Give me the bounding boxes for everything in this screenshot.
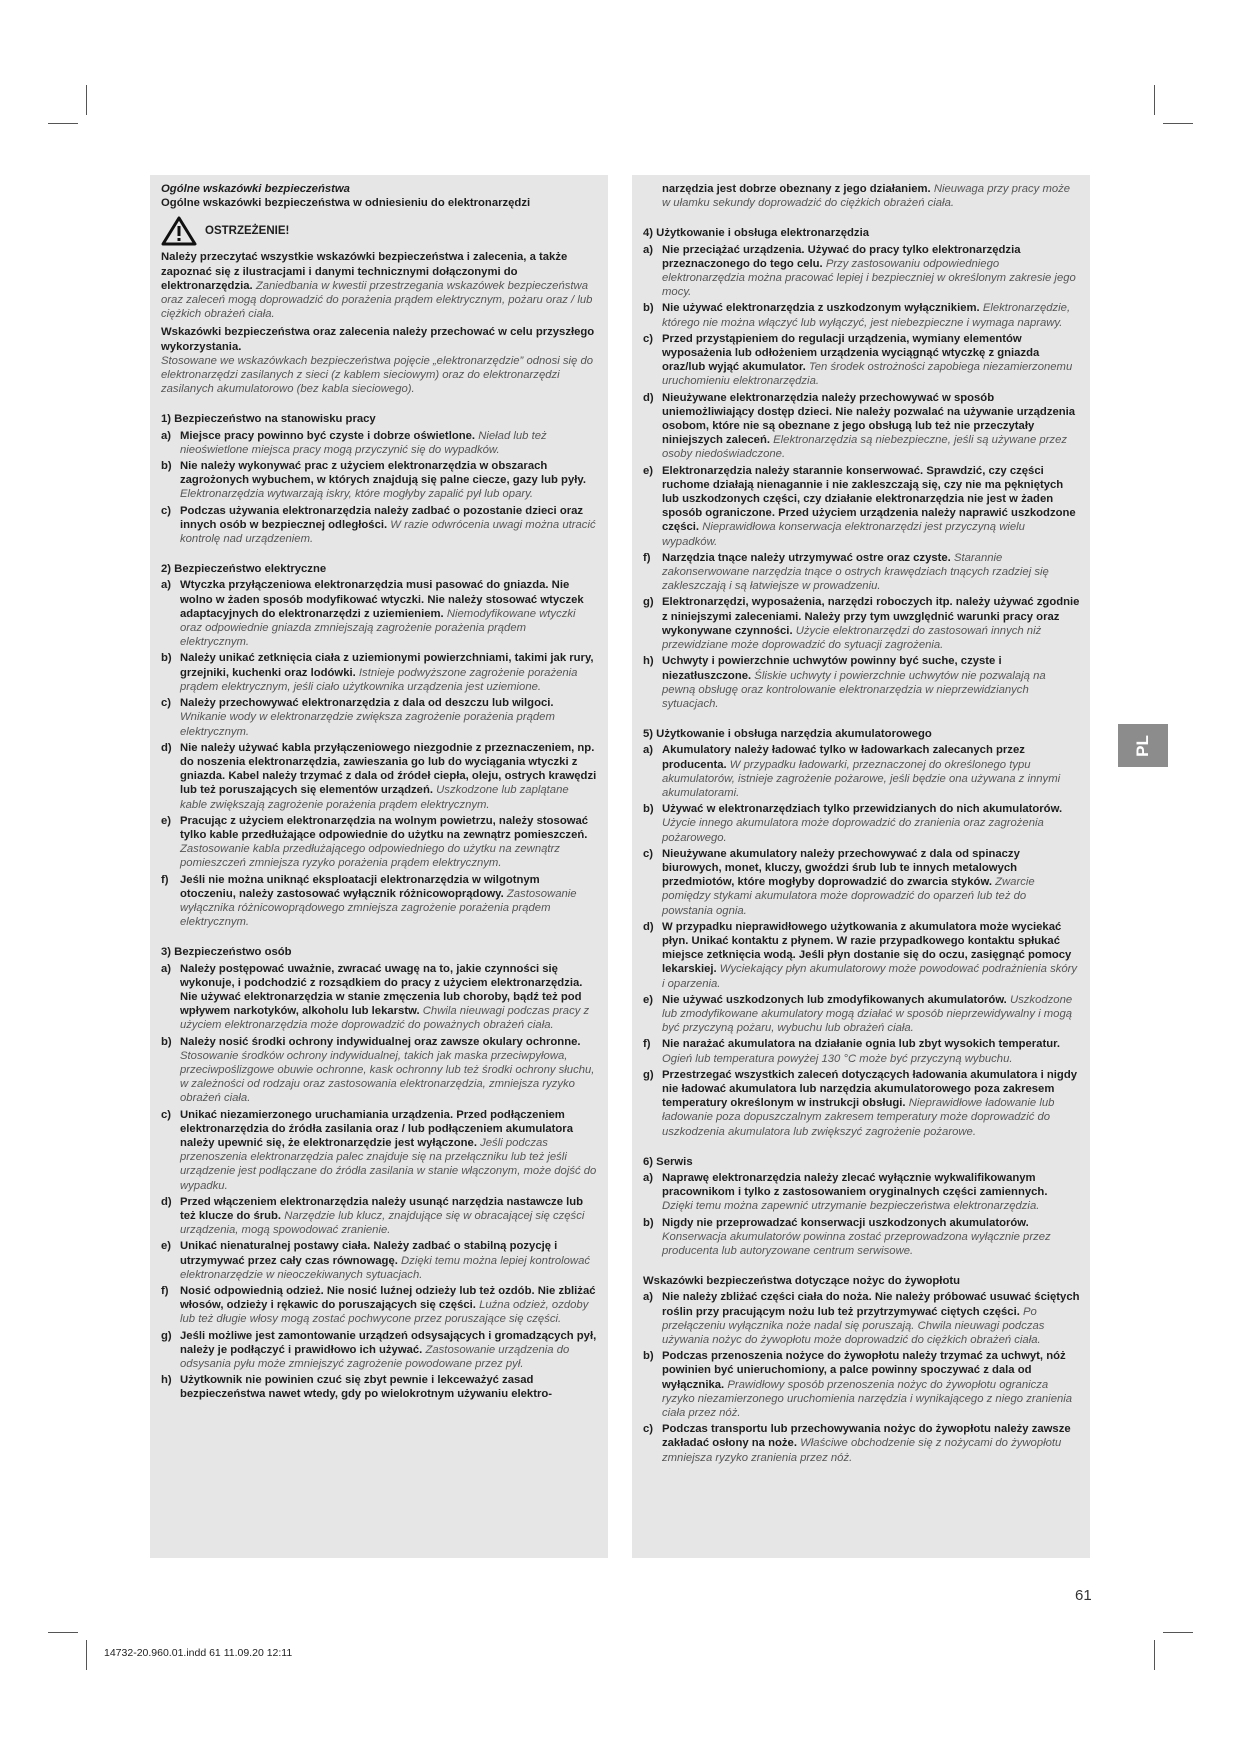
list-item [161, 1284, 598, 1327]
intro-note: Zaniedbania w kwestii przestrzegania wskazówek bezpieczeństwa oraz zaleceń mogą doprowadzić do porażenia prądem elektrycznym, pożaru oraz / lub ciężkich obrażeń ciała. [161, 279, 593, 321]
list-item [643, 1037, 1080, 1065]
item-instruction: Należy przechowywać elektronarzędzia z dala od deszczu lub wilgoci. [180, 697, 554, 710]
list-item [161, 504, 598, 547]
item-instruction: Pracując z użyciem elektronarzędzia na wolnym powietrzu, należy stosować tylko kable przedłużające odpowiednie do użytku na zewnątrz pomieszczeń. [180, 814, 589, 841]
item-explanation: Luźna odzież, ozdoby lub też długie włosy mogą zostać pochwycone przez poruszające się części. [180, 1299, 589, 1326]
item-instruction: Wtyczka przyłączeniowa elektronarzędzia musi pasować do gniazda. Nie wolno w żaden sposób modyfikować wtyczki. Nie należy stosować wtyczek adaptacyjnych do elektronarzędzi z uziemieniem. [180, 579, 584, 620]
list-item [161, 429, 598, 457]
item-instruction: Jeśli nie można uniknąć eksploatacji elektronarzędzia w wilgotnym otoczeniu, należy zastosować wyłącznik różnicowoprądowy. [180, 873, 540, 900]
list-item [161, 1108, 598, 1193]
item-explanation: Istnieje podwyższone zagrożenie porażenia prądem elektrycznym, jeśli ciało użytkownika urządzenia jest uziemione. [180, 666, 578, 693]
list-item [643, 551, 1080, 594]
list-marker: c) [161, 697, 172, 710]
list-marker: a) [161, 962, 172, 975]
list-item [643, 1068, 1080, 1139]
item-instruction: Podczas używania elektronarzędzia należy zadbać o pozostanie dzieci oraz innych osób w bezpiecznej odległości. [180, 504, 584, 531]
keep-text: Wskazówki bezpieczeństwa oraz zalecenia należy przechować w celu przyszłego wykorzystania. [161, 326, 595, 353]
section-list [161, 429, 598, 547]
list-item [643, 920, 1080, 991]
list-item [161, 1329, 598, 1372]
list-item [161, 1373, 598, 1401]
language-tab [1118, 724, 1168, 767]
list-item [161, 962, 598, 1033]
crop-mark [1154, 1640, 1155, 1670]
item-instruction: Elektronarzędzi, wyposażenia, narzędzi roboczych itp. należy używać zgodnie z niniejszymi zaleceniami. Należy przy tym uwzględnić warunki pracy oraz wykonywane czynności. [662, 596, 1080, 637]
list-marker: e) [643, 993, 654, 1006]
item-explanation: Elektronarzędzie, którego nie można włączyć lub wyłączyć, jest niebezpieczne i wymaga naprawy. [662, 302, 1071, 329]
item-explanation: Wyciekający płyn akumulatorowy może powodować podrażnienia skóry i oparzenia. [662, 963, 1078, 990]
list-marker: e) [161, 814, 172, 827]
item-instruction: Nie używać elektronarzędzia z uszkodzonym wyłącznikiem. [662, 302, 980, 315]
print-footer: 14732-20.960.01.indd 61 11.09.20 12:11 [104, 1647, 293, 1659]
item-instruction: Elektronarzędzia należy starannie konserwować. Sprawdzić, czy części ruchome działają nienagannie i nie zakleszczają się, czy nie ma pękniętych lub uszkodzonych części, czy działanie elektronarzędzia nie jest w żaden sposób ograniczone. Przed użyciem urządzenia należy naprawić uszkodzone części. [662, 464, 1076, 534]
list-item [643, 847, 1080, 918]
item-instruction: Przestrzegać wszystkich zaleceń dotyczących ładowania akumulatora i nigdy nie ładować akumulatora lub narzędzia akumulatorowego poza zakresem temperatury określonym w instrukcji obsługi. [662, 1068, 1078, 1110]
list-marker: d) [161, 741, 172, 754]
item-instruction: Uchwyty i powierzchnie uchwytów powinny być suche, czyste i niezatłuszczone. [662, 655, 1002, 682]
item-instruction: Miejsce pracy powinno być czyste i dobrze oświetlone. [180, 429, 476, 442]
warning-row [161, 216, 598, 246]
list-item [161, 578, 598, 649]
section-heading: 3) Bezpieczeństwo osób [161, 946, 292, 959]
item-instruction: Nie przeciążać urządzenia. Używać do pracy tylko elektronarzędzia przeznaczonego do tego celu. [662, 243, 1021, 270]
item-explanation: Zastosowanie urządzenia do odsysania pyłu może zmniejszyć zagrożenie powodowane przez pył. [180, 1343, 570, 1371]
list-item [643, 595, 1080, 652]
item-explanation: Zwarcie pomiędzy stykami akumulatora może doprowadzić do oparzeń lub też do powstania ognia. [662, 876, 1035, 917]
list-marker: b) [161, 460, 172, 473]
crop-mark [86, 85, 87, 115]
section-list [161, 578, 598, 929]
item-explanation: Wnikanie wody w elektronarzędzie zwiększa zagrożenie porażenia prądem elektrycznym. [180, 711, 555, 738]
list-marker: f) [161, 1285, 169, 1298]
item-instruction: Nie należy zbliżać części ciała do noża. Nie należy próbować usuwać ściętych roślin przy pracującym nożu lub też przytrzymywać ciętych części. [662, 1291, 1080, 1318]
left-column [150, 175, 608, 1558]
item-instruction: Nosić odpowiednią odzież. Nie nosić luźnej odzieży lub też ozdób. Nie zbliżać włosów, odzieży i rękawic do poruszających się części. [180, 1285, 596, 1312]
list-item [643, 1290, 1080, 1347]
list-item [161, 1239, 598, 1282]
list-item [643, 332, 1080, 389]
item-instruction: Unikać nienaturalnej postawy ciała. Należy zadbać o stabilną pozycję i utrzymywać przez cały czas równowagę. [180, 1240, 558, 1267]
item-explanation: Użycie innego akumulatora może doprowadzić do zranienia oraz zagrożenia pożarowego. [662, 817, 1044, 844]
section-title: Ogólne wskazówki bezpieczeństwa [161, 183, 350, 195]
item-explanation: Narzędzie lub klucz, znajdujące się w obracającej się części urządzenia, mogą spowodować zranienie. [180, 1210, 585, 1237]
list-marker: a) [643, 1291, 654, 1304]
item-explanation: Elektronarzędzia są niebezpieczne, jeśli są używane przez osoby niedoświadczone. [662, 434, 1068, 461]
item-explanation: Jeśli podczas przenoszenia elektronarzędzia palec znajduje się na przełączniku lub też jeśli urządzenie jest podłączane do źródła zasilania w stanie włączonym, może dojść do wypadku. [180, 1136, 597, 1192]
item-instruction: Akumulatory należy ładować tylko w ładowarkach zalecanych przez producenta. [662, 744, 1025, 771]
section-list [643, 1171, 1080, 1258]
item-instruction: Nie używać uszkodzonych lub zmodyfikowanych akumulatorów. [662, 993, 1007, 1006]
list-item [643, 301, 1080, 329]
list-marker: f) [161, 873, 169, 886]
list-item [161, 741, 598, 812]
item-explanation: Elektronarzędzia wytwarzają iskry, które mogłyby zapalić pył lub opary. [180, 488, 534, 501]
list-marker: g) [643, 1068, 654, 1081]
list-marker: b) [643, 1216, 654, 1229]
section-heading: 6) Serwis [643, 1155, 693, 1168]
list-marker: a) [643, 1172, 654, 1184]
item-explanation: Dzięki temu można zapewnić utrzymanie bezpieczeństwa elektronarzędzia. [662, 1200, 1040, 1213]
list-item [643, 391, 1080, 462]
item-instruction: Używać w elektronarzędziach tylko przewidzianych do nich akumulatorów. [662, 803, 1063, 816]
list-item [643, 464, 1080, 549]
warning-label: OSTRZEŻENIE! [205, 225, 290, 238]
list-marker: d) [643, 391, 654, 404]
item-explanation: Nieprawidłowa konserwacja elektronarzędzi jest przyczyną wielu wypadków. [662, 521, 1025, 548]
list-marker: c) [161, 504, 172, 517]
item-explanation: Stosowanie środków ochrony indywidualnej, takich jak maska przeciwpyłowa, przeciwpoślizgowe obuwie ochronne, kask ochronny lub też środki ochrony słuchu, w zależności od rodzaju oraz zastosowania elektronarzędzia, zmniejsza ryzyko obrażeń ciała. [180, 1049, 595, 1105]
item-instruction: Naprawę elektronarzędzia należy zlecać wyłącznie wykwalifikowanym pracownikom i tylko z zastosowaniem oryginalnych części zamiennych. [662, 1172, 1048, 1199]
item-explanation: Uszkodzone lub zaplątane kable zwiększają zagrożenie porażenia prądem elektrycznym. [180, 784, 569, 811]
crop-mark [86, 1640, 87, 1670]
list-item [643, 993, 1080, 1036]
item-explanation: Zastosowanie wyłącznika różnicowoprądowego zmniejsza zagrożenie porażenia prądem elektrycznym. [180, 887, 577, 929]
item-instruction: Nie narażać akumulatora na działanie ognia lub zbyt wysokich temperatur. [662, 1038, 1061, 1051]
list-marker: b) [643, 302, 654, 315]
section-heading: 4) Użytkowanie i obsługa elektronarzędzia [643, 227, 869, 240]
list-item [161, 1035, 598, 1106]
item-explanation: Ogień lub temperatura powyżej 130 °C może być przyczyną wybuchu. [662, 1052, 1013, 1065]
crop-mark [48, 1632, 78, 1633]
list-marker: a) [161, 579, 172, 592]
continued-text: narzędzia jest dobrze obeznany z jego działaniem. [662, 183, 931, 195]
list-marker: a) [643, 744, 654, 757]
crop-mark [1163, 123, 1193, 124]
list-marker: d) [643, 920, 654, 933]
list-marker: d) [161, 1195, 172, 1208]
item-explanation: Przy zastosowaniu odpowiedniego elektronarzędzia można pracować lepiej i bezpieczniej w określonym zakresie jego mocy. [662, 257, 1076, 299]
section-subtitle: Ogólne wskazówki bezpieczeństwa w odniesieniu do elektronarzędzi [161, 197, 531, 210]
list-item [643, 243, 1080, 300]
item-explanation: Zastosowanie kabla przedłużającego odpowiedniego do użytku na zewnątrz pomieszczeń zmniejsza ryzyko porażenia prądem elektrycznym. [180, 843, 560, 870]
section-list [161, 962, 598, 1402]
list-marker: b) [161, 1035, 172, 1048]
item-instruction: Narzędzia tnące należy utrzymywać ostre oraz czyste. [662, 551, 951, 564]
item-explanation: Nieprawidłowe ładowanie lub ładowanie poza dopuszczalnym zakresem temperatury może doprowadzić do uszkodzenia akumulatora lub zwiększyć zagrożenie pożarowe. [662, 1097, 1055, 1138]
list-marker: a) [643, 243, 654, 256]
section-heading: Wskazówki bezpieczeństwa dotyczące nożyc do żywopłotu [643, 1275, 961, 1288]
list-marker: e) [161, 1240, 172, 1253]
item-explanation: Konserwacja akumulatorów powinna zostać przeprowadzona wyłącznie przez producenta lub autoryzowane centrum serwisowe. [662, 1230, 1051, 1258]
item-instruction: W przypadku nieprawidłowego użytkowania z akumulatora może wyciekać płyn. Unikać kontaktu z płynem. W razie przypadkowego kontaktu spłukać miejsce zetknięcia wodą. Jeśli płyn dostanie się do oczu, zasięgnąć pomocy lekarskiej. [662, 920, 1072, 976]
item-instruction: Przed włączeniem elektronarzędzia należy usunąć narzędzia nastawcze lub też klucze do śrub. [180, 1195, 584, 1222]
section-heading: 1) Bezpieczeństwo na stanowisku pracy [161, 413, 376, 426]
list-marker: g) [161, 1329, 172, 1342]
item-instruction: Jeśli możliwe jest zamontowanie urządzeń odsysających i gromadzących pył, należy je podłączyć i prawidłowo ich używać. [180, 1329, 597, 1356]
item-explanation: Użycie elektronarzędzi do zastosowań innych niż przewidziane może doprowadzić do sytuacji zagrożenia. [662, 624, 1042, 652]
continued-note: Nieuwaga przy pracy może w ułamku sekundy doprowadzić do ciężkich obrażeń ciała. [662, 183, 1071, 210]
item-explanation: Śliskie uchwyty i powierzchnie uchwytów nie pozwalają na pewną obsługę oraz kontrolowanie elektronarzędzia w nieprzewidzianych sytuacjach. [662, 669, 1046, 710]
list-item [161, 459, 598, 502]
list-item [643, 1422, 1080, 1465]
list-item [161, 1195, 598, 1238]
list-marker: e) [643, 464, 654, 477]
crop-mark [48, 123, 78, 124]
list-marker: g) [643, 596, 654, 609]
list-marker: b) [643, 803, 654, 816]
crop-mark [1154, 85, 1155, 115]
list-item [643, 1171, 1080, 1214]
item-instruction: Należy postępować uważnie, zwracać uwagę na to, jakie czynności się wykonuje, i podchodzić z rozsądkiem do pracy z użyciem elektronarzędzia. Nie używać elektronarzędzia w stanie zmęczenia lub choroby, bądź też pod wpływem narkotyków, alkoholu lub lekarstw. [180, 962, 583, 1018]
list-item [161, 814, 598, 871]
section-list [643, 243, 1080, 712]
list-marker: c) [161, 1108, 172, 1121]
list-marker: h) [643, 655, 654, 668]
item-explanation: W przypadku ładowarki, przeznaczonej do określonego typu akumulatorów, istnieje zagrożenie pożarowe, jeśli będzie ona używana z innymi akumulatorami. [662, 758, 1061, 799]
keep-note: Stosowane we wskazówkach bezpieczeństwa pojęcie „elektronarzędzie” odnosi się do elektronarzędzi zasilanych z sieci (z kablem sieciowym) oraz do elektronarzędzi zasilanych akumulatorowo (bez kabla sieciowego). [161, 354, 594, 396]
list-marker: a) [161, 429, 172, 442]
item-instruction: Przed przystąpieniem do regulacji urządzenia, wymiany elementów wyposażenia lub odłożeniem urządzenia wyciągnąć wtyczkę z gniazda oraz/lub wyjąć akumulator. [662, 332, 1040, 374]
list-marker: c) [643, 1423, 654, 1436]
list-marker: c) [643, 332, 654, 345]
item-instruction: Użytkownik nie powinien czuć się zbyt pewnie i lekceważyć zasad bezpieczeństwa nawet wtedy, gdy po wielokrotnym używaniu elektro- [180, 1374, 553, 1401]
item-explanation: Chwila nieuwagi podczas pracy z użyciem elektronarzędzia może doprowadzić do poważnych obrażeń ciała. [180, 1005, 590, 1032]
section-list [643, 1290, 1080, 1464]
item-instruction: Podczas przenoszenia nożyce do żywopłotu należy trzymać za uchwyt, nóż powinien być unieruchomiony, a palce powinny spoczywać z dala od wyłącznika. [662, 1350, 1066, 1391]
item-instruction: Nieużywane akumulatory należy przechowywać z dala od spinaczy biurowych, monet, kluczy, gwoździ śrub lub te innych metalowych przedmiotów, które mogłyby doprowadzić do zwarcia styków. [662, 847, 1020, 889]
section-heading: 5) Użytkowanie i obsługa narzędzia akumulatorowego [643, 728, 932, 741]
list-item [161, 873, 598, 930]
item-instruction: Unikać niezamierzonego uruchamiania urządzenia. Przed podłączeniem elektronarzędzia do źródła zasilania oraz / lub podłączeniem akumulatora należy upewnić się, że elektronarzędzie jest wyłączone. [180, 1108, 573, 1149]
section-list [643, 743, 1080, 1138]
item-instruction: Należy nosić środki ochrony indywidualnej oraz zawsze okulary ochronne. [180, 1035, 581, 1048]
right-column [632, 175, 1090, 1558]
list-item [161, 651, 598, 694]
item-instruction: Należy unikać zetknięcia ciała z uziemionymi powierzchniami, takimi jak rury, grzejniki, kuchenki oraz lodówki. [180, 652, 594, 679]
item-explanation: W razie odwrócenia uwagi można utracić kontrolę nad urządzeniem. [180, 518, 596, 546]
list-marker: f) [643, 551, 651, 564]
item-instruction: Nigdy nie przeprowadzać konserwacji uszkodzonych akumulatorów. [662, 1216, 1029, 1229]
list-marker: h) [161, 1374, 172, 1387]
list-item [643, 1349, 1080, 1420]
item-explanation: Nieład lub też nieoświetlone miejsca pracy mogą przyczynić się do wypadków. [180, 429, 547, 456]
intro-text: Należy przeczytać wszystkie wskazówki bezpieczeństwa i zalecenia, a także zapoznać się z ilustracjami i danymi technicznymi dołączonymi do elektronarzędzia. [161, 251, 568, 292]
warning-triangle-icon [161, 216, 197, 246]
list-item [643, 743, 1080, 800]
item-instruction: Nie należy wykonywać prac z użyciem elektronarzędzia w obszarach zagrożonych wybuchem, w których znajdują się palne ciecze, gazy lub pyły. [180, 460, 586, 487]
list-marker: c) [643, 847, 654, 860]
item-explanation: Uszkodzone lub zmodyfikowane akumulatory mogą działać w sposób nieprzewidywalny i mogą być przyczyną pożaru, wybuchu lub obrażeń ciała. [662, 993, 1073, 1035]
list-item [643, 654, 1080, 711]
list-item [643, 802, 1080, 845]
list-marker: b) [161, 652, 172, 665]
item-explanation: Niemodyfikowane wtyczki oraz odpowiednie gniazda zmniejszają zagrożenie porażenia prądem elektrycznym. [180, 607, 576, 649]
item-explanation: Ten środek ostrożności zapobiega niezamierzonemu uruchomieniu elektronarzędzia. [662, 361, 1073, 388]
item-explanation: Prawidłowy sposób przenoszenia nożyc do żywopłotu ogranicza ryzyko niezamierzonego uruchomienia narzędzia i wynikającego z niego zranienia ciała przez nóż. [662, 1378, 1073, 1420]
item-instruction: Nie należy używać kabla przyłączeniowego niezgodnie z przeznaczeniem, np. do noszenia elektronarzędzia, zawieszania go lub do wyciągania wtyczki z gniazda. Kabel należy trzymać z dala od źródeł ciepła, oleju, ostrych krawędzi lub też poruszających się elementów urządzeń. [180, 741, 597, 797]
item-explanation: Starannie zakonserwowane narzędzia tnące o ostrych krawędziach tnących rzadziej się zakleszczają i są łatwiejsze w prowadzeniu. [662, 551, 1049, 593]
item-instruction: Podczas transportu lub przechowywania nożyc do żywopłotu należy zawsze zakładać osłony na noże. [662, 1423, 1071, 1450]
crop-mark [1163, 1632, 1193, 1633]
list-marker: f) [643, 1038, 651, 1051]
list-item [161, 696, 598, 739]
language-tab-label: PL [1132, 734, 1152, 757]
item-instruction: Nieużywane elektronarzędzia należy przechowywać w sposób uniemożliwiający dostęp dzieci. Nie należy pozwalać na używanie urządzenia osobom, które nie są obeznane z jego obsługą lub też nie przeczytały niniejszych zaleceń. [662, 391, 1076, 447]
item-explanation: Dzięki temu można lepiej kontrolować elektronarzędzie w nieoczekiwanych sytuacjach. [180, 1254, 591, 1281]
list-item [643, 1216, 1080, 1259]
section-heading: 2) Bezpieczeństwo elektryczne [161, 563, 327, 576]
item-explanation: Właściwe obchodzenie się z nożycami do żywopłotu zmniejsza ryzyko zranienia przez nóż. [662, 1437, 1062, 1464]
list-marker: b) [643, 1350, 654, 1363]
list-item [643, 182, 1080, 210]
item-explanation: Po przełączeniu wyłącznika noże nadal się poruszają. Chwila nieuwagi podczas używania nożyc do żywopłotu może doprowadzić do ciężkich obrażeń ciała. [662, 1305, 1045, 1347]
page-number: 61 [1075, 1587, 1092, 1604]
